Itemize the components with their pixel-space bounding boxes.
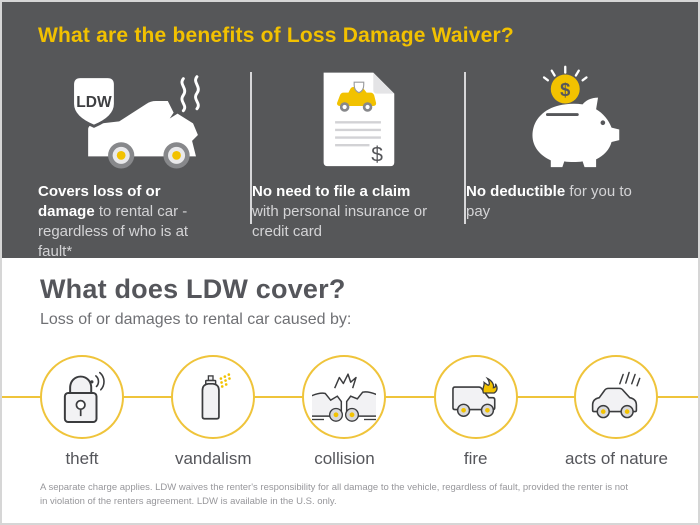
coverage-item-acts-of-nature: [565, 355, 668, 469]
benefits-columns: [38, 62, 678, 262]
claim-document-icon: [252, 62, 464, 170]
coverage-subtitle: Loss of or damages to rental car caused by:: [40, 311, 352, 328]
ldw-shield-damaged-car-icon: [38, 62, 250, 170]
coverage-item-vandalism: [171, 355, 255, 469]
coin-dollar-sign: $: [560, 78, 571, 100]
coverage-title: What does LDW cover?: [40, 274, 346, 304]
benefit-text-no-deductible: No deductible for you to pay: [466, 183, 632, 220]
ldw-car-svg: [59, 65, 229, 170]
benefit-text-coverage: Covers loss of or damage to rental car - regardless of who is at fault*: [38, 183, 189, 260]
burning-van-icon: [434, 355, 518, 439]
coverage-label-vandalism: vandalism: [174, 449, 252, 468]
coverage-label-acts-of-nature: acts of nature: [564, 449, 668, 468]
benefit-item-no-claim: [252, 62, 464, 262]
collision-svg: [312, 368, 376, 427]
coverage-item-fire: [434, 355, 518, 469]
claim-document-svg: [314, 65, 402, 170]
benefit-text-no-claim: No need to file a claim with personal insurance or credit card: [252, 183, 428, 240]
document-dollar-sign: $: [371, 143, 383, 167]
piggy-bank-svg: [511, 62, 633, 170]
padlock-alarm-icon: [40, 355, 124, 439]
piggy-bank-coin-icon: [466, 62, 678, 170]
padlock-svg: [53, 368, 111, 426]
benefits-panel: [2, 2, 698, 258]
disclaimer-text: A separate charge applies. LDW waives the renter's responsibility for all damage to the vehicle, regardless of fault, provided the renter is not in violation of the renters agreement. LDW is available in the U.S. only.: [40, 482, 628, 507]
spray-can-svg: [184, 368, 242, 426]
fire-van-svg: [445, 369, 506, 425]
spray-paint-can-icon: [171, 355, 255, 439]
ldw-shield-label: LDW: [76, 93, 112, 111]
coverage-items-row: [40, 355, 668, 469]
coverage-label-collision: collision: [314, 449, 375, 468]
coverage-item-collision: [302, 355, 386, 469]
benefit-item-coverage: [38, 62, 250, 262]
benefits-title: What are the benefits of Loss Damage Waiver?: [38, 24, 514, 47]
coverage-label-fire: fire: [463, 449, 488, 468]
benefit-item-no-deductible: [466, 62, 678, 262]
coverage-label-theft: theft: [65, 449, 99, 468]
car-hail-icon: [574, 355, 658, 439]
nature-car-svg: [586, 369, 647, 425]
coverage-item-theft: [40, 355, 124, 469]
cars-crashing-icon: [302, 355, 386, 439]
coverage-panel: [2, 274, 698, 509]
